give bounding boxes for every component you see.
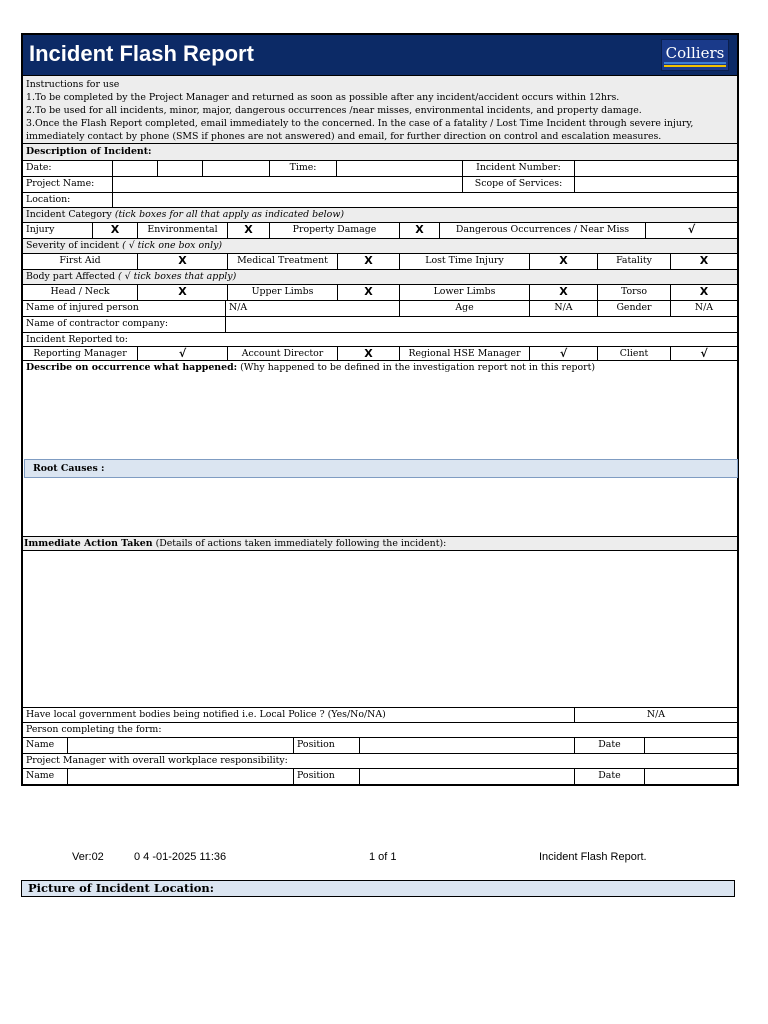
category-environmental-label: Environmental	[138, 223, 228, 238]
severity-medical-treatment-label: Medical Treatment	[228, 254, 338, 269]
scope-field[interactable]	[575, 177, 737, 192]
injured-person-row	[23, 301, 737, 317]
instruction-line-2: 2.To be used for all incidents, minor, major, dangerous occurrences /near misses, environmental incidents, and property damage.	[26, 105, 642, 116]
body-part-heading-note: ( √ tick boxes that apply)	[118, 271, 237, 282]
severity-heading-text: Severity of incident	[26, 240, 120, 251]
location-row	[23, 193, 737, 208]
page-title: Incident Flash Report	[29, 41, 254, 66]
project-name-field[interactable]	[113, 177, 463, 192]
category-property-damage-checkbox[interactable]: X	[400, 223, 440, 238]
person-date-field[interactable]	[645, 738, 737, 753]
footer-document-name: Incident Flash Report.	[539, 851, 647, 863]
logo-stripe-yellow	[664, 65, 726, 67]
category-dangerous-occurrences-checkbox[interactable]: √	[687, 223, 696, 236]
title-bar	[23, 35, 737, 77]
time-field[interactable]	[337, 161, 463, 176]
contractor-label: Name of contractor company:	[23, 317, 226, 332]
body-part-heading	[23, 270, 737, 284]
reported-client-checkbox[interactable]: √	[700, 347, 708, 360]
category-dangerous-occurrences-label: Dangerous Occurrences / Near Miss	[440, 223, 646, 238]
root-causes-text-area[interactable]	[23, 478, 737, 537]
colliers-logo	[661, 39, 729, 71]
incident-flash-report-form	[21, 33, 739, 786]
body-head-neck-checkbox[interactable]: X	[138, 285, 228, 300]
person-completing-heading-row	[23, 723, 737, 738]
reported-account-director-label: Account Director	[228, 347, 338, 360]
category-injury-checkbox[interactable]: X	[93, 223, 138, 238]
body-part-heading-row	[23, 270, 737, 285]
location-label: Location:	[23, 193, 113, 207]
instruction-line-3: 3.Once the Flash Report completed, email immediately to the concerned. In the case of a fatality / Lost Time Incident through severe injury,	[26, 118, 694, 129]
reported-regional-hse-checkbox[interactable]: √	[530, 347, 598, 360]
severity-first-aid-label: First Aid	[23, 254, 138, 269]
category-heading-row	[23, 208, 737, 223]
root-causes-band: Root Causes :	[24, 459, 738, 478]
person-position-field[interactable]	[360, 738, 575, 753]
reported-reporting-manager-label: Reporting Manager	[23, 347, 138, 360]
reported-reporting-manager-checkbox[interactable]: √	[138, 347, 228, 360]
pm-position-field[interactable]	[360, 769, 575, 784]
severity-fatality-label: Fatality	[598, 254, 671, 269]
instructions-heading: Instructions for use	[26, 79, 120, 90]
gender-field[interactable]: N/A	[694, 302, 714, 313]
logo-text: Colliers	[665, 44, 725, 62]
notification-row	[23, 708, 737, 723]
project-name-label: Project Name:	[23, 177, 113, 192]
category-row	[23, 223, 737, 239]
body-torso-label: Torso	[598, 285, 671, 300]
reported-account-director-checkbox[interactable]: X	[338, 347, 400, 360]
person-date-label: Date	[575, 738, 645, 753]
person-name-field[interactable]	[68, 738, 294, 753]
date-year-field[interactable]	[203, 161, 270, 176]
occurrence-heading	[23, 361, 737, 374]
occurrence-heading-row	[23, 361, 737, 374]
pm-name-label: Name	[23, 769, 68, 784]
immediate-action-label: Immediate Action Taken	[24, 538, 153, 549]
severity-heading-note: ( √ tick one box only)	[122, 240, 223, 251]
footer-version: Ver:02	[72, 851, 104, 863]
person-name-label: Name	[23, 738, 68, 753]
notification-label: Have local government bodies being notified i.e. Local Police ? (Yes/No/NA)	[23, 708, 575, 722]
person-position-label: Position	[294, 738, 360, 753]
severity-medical-treatment-checkbox[interactable]: X	[338, 254, 400, 269]
description-heading-row	[23, 144, 737, 161]
instruction-line-1: 1.To be completed by the Project Manager and returned as soon as possible after any incident/accident occurs within 12hrs.	[26, 92, 620, 103]
date-time-row	[23, 161, 737, 177]
notification-value[interactable]: N/A	[646, 709, 666, 720]
date-label: Date:	[23, 161, 113, 176]
severity-lost-time-injury-label: Lost Time Injury	[400, 254, 530, 269]
instructions-box	[23, 76, 737, 144]
picture-of-incident-location-band: Picture of Incident Location:	[21, 880, 735, 897]
location-field[interactable]	[113, 193, 737, 207]
pm-position-label: Position	[294, 769, 360, 784]
contractor-field[interactable]	[226, 317, 737, 332]
category-environmental-checkbox[interactable]: X	[228, 223, 270, 238]
description-heading: Description of Incident:	[26, 146, 152, 157]
footer-datetime: 0 4 -01-2025 11:36	[134, 851, 227, 863]
scope-label: Scope of Services:	[463, 177, 575, 192]
incident-number-field[interactable]	[575, 161, 737, 176]
severity-heading-row	[23, 239, 737, 254]
pm-date-field[interactable]	[645, 769, 737, 784]
date-month-field[interactable]	[158, 161, 203, 176]
body-torso-checkbox[interactable]: X	[699, 285, 709, 298]
date-day-field[interactable]	[113, 161, 158, 176]
reported-client-label: Client	[598, 347, 671, 360]
severity-lost-time-injury-checkbox[interactable]: X	[530, 254, 598, 269]
category-heading-text: Incident Category	[26, 209, 112, 220]
contractor-row	[23, 317, 737, 333]
incident-number-label: Incident Number:	[463, 161, 575, 176]
category-property-damage-label: Property Damage	[270, 223, 400, 238]
body-part-row	[23, 285, 737, 301]
pm-name-field[interactable]	[68, 769, 294, 784]
severity-first-aid-checkbox[interactable]: X	[138, 254, 228, 269]
gender-label: Gender	[598, 301, 671, 316]
injured-name-label: Name of injured person	[23, 301, 226, 316]
immediate-action-text-area[interactable]	[23, 551, 737, 708]
category-injury-label: Injury	[23, 223, 93, 238]
time-label: Time:	[270, 161, 337, 176]
body-upper-limbs-checkbox[interactable]: X	[338, 285, 400, 300]
person-completing-heading: Person completing the form:	[26, 724, 162, 735]
reported-row	[23, 347, 737, 361]
injured-name-field[interactable]: N/A	[226, 301, 400, 316]
person-completing-row	[23, 738, 737, 754]
project-row	[23, 177, 737, 193]
body-upper-limbs-label: Upper Limbs	[228, 285, 338, 300]
severity-heading	[23, 239, 737, 253]
severity-row	[23, 254, 737, 270]
logo-stripe-blue	[664, 62, 726, 64]
project-manager-heading: Project Manager with overall workplace responsibility:	[26, 755, 288, 766]
immediate-action-note: (Details of actions taken immediately following the incident):	[155, 538, 447, 549]
body-lower-limbs-label: Lower Limbs	[400, 285, 530, 300]
body-part-heading-text: Body part Affected	[26, 271, 116, 282]
instruction-line-4: immediately contact by phone (SMS if phones are not answered) and email, for further direction on control and escalation measures.	[26, 131, 662, 142]
age-field[interactable]: N/A	[530, 301, 598, 316]
reported-regional-hse-label: Regional HSE Manager	[400, 347, 530, 360]
category-heading-note: (tick boxes for all that apply as indicated below)	[114, 209, 344, 220]
reported-heading-row	[23, 333, 737, 347]
category-heading	[23, 208, 737, 222]
age-label: Age	[400, 301, 530, 316]
occurrence-note: (Why happened to be defined in the investigation report not in this report)	[240, 362, 596, 373]
project-manager-heading-row	[23, 754, 737, 769]
reported-heading: Incident Reported to:	[26, 334, 128, 345]
project-manager-row	[23, 769, 737, 784]
occurrence-text-area[interactable]	[23, 374, 737, 459]
immediate-action-heading-row	[23, 537, 737, 551]
immediate-action-heading	[23, 537, 737, 550]
occurrence-label: Describe on occurrence what happened:	[26, 362, 238, 373]
body-head-neck-label: Head / Neck	[23, 285, 138, 300]
pm-date-label: Date	[575, 769, 645, 784]
body-lower-limbs-checkbox[interactable]: X	[530, 285, 598, 300]
severity-fatality-checkbox[interactable]: X	[699, 254, 709, 267]
footer-page-number: 1 of 1	[369, 851, 397, 863]
